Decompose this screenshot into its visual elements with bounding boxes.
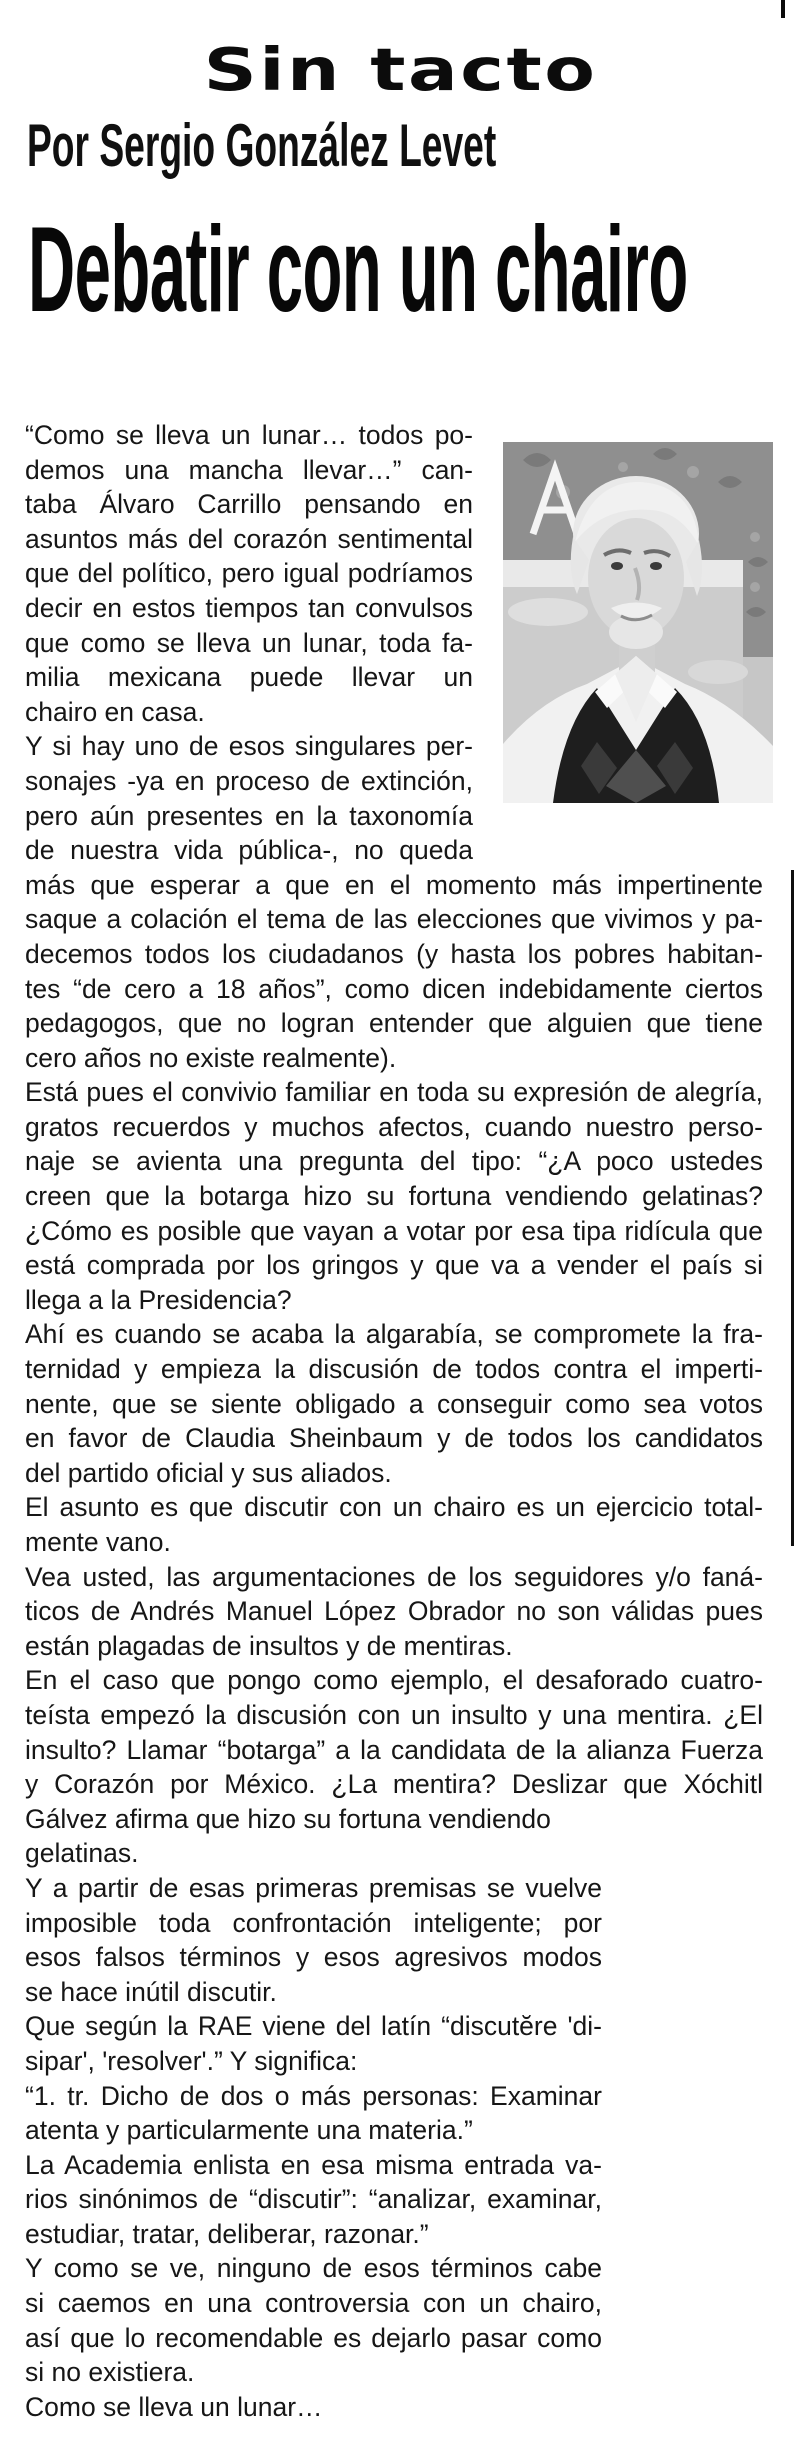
article-line-45: esos falsos términos y esos agresivos modos: [25, 1942, 602, 1973]
kicker-text: Sin tacto: [203, 35, 597, 104]
article-line-13: de nuestra vida pública-, no queda: [25, 835, 473, 866]
article-line-11: sonajes -ya en proceso de extinción,: [25, 765, 473, 796]
article-line-42: gelatinas.: [25, 1838, 139, 1869]
article-line-44: imposible toda confrontación inteligente; por: [25, 1907, 602, 1938]
article-line-4: asuntos más del corazón sentimental: [25, 523, 473, 554]
article-line-17: tes “de cero a 18 años”, como dicen indebidamente ciertos: [25, 973, 763, 1004]
column-rule: [791, 870, 794, 1546]
article-line-34: Vea usted, las argumentaciones de los seguidores y/o faná-: [25, 1561, 763, 1592]
article-line-10: Y si hay uno de esos singulares per-: [25, 731, 473, 762]
article-line-33: mente vano.: [25, 1527, 171, 1557]
article-line-7: que como se lleva un lunar, toda fa-: [25, 627, 473, 658]
headline-text: Debatir con un chairo: [28, 201, 688, 337]
article-line-49: “1. tr. Dicho de dos o más personas: Examinar: [25, 2080, 602, 2111]
article-line-57: si no existiera.: [25, 2357, 195, 2388]
article-line-2: demos una mancha llevar…” can-: [25, 454, 473, 485]
article-line-20: Está pues el convivio familiar en toda su expresión de alegría,: [25, 1077, 763, 1108]
article-line-52: rios sinónimos de “discutir”: “analizar, examinar,: [25, 2184, 602, 2215]
article-line-54: Y como se ve, ninguno de esos términos cabe: [25, 2253, 602, 2284]
article-line-50: atenta y particularmente una materia.”: [25, 2115, 473, 2146]
article-line-22: naje se avienta una pregunta del tipo: “¿A poco ustedes: [25, 1146, 763, 1177]
columnist-photo: [503, 442, 773, 803]
byline: [27, 112, 784, 179]
article-line-46: se hace inútil discutir.: [25, 1976, 277, 2007]
article-line-12: pero aún presentes en la taxonomía: [25, 800, 473, 831]
article-line-14: más que esperar a que en el momento más impertinente: [25, 869, 763, 900]
article-line-55: si caemos en una controversia con un chairo,: [25, 2288, 602, 2319]
article-line-26: llega a la Presidencia?: [25, 1284, 292, 1315]
article-line-56: así que lo recomendable es dejarlo pasar como: [25, 2322, 602, 2353]
article-line-15: saque a colación el tema de las elecciones que vivimos y pa-: [25, 904, 763, 935]
article-line-31: del partido oficial y sus aliados.: [25, 1457, 392, 1488]
article-headline: [28, 201, 800, 337]
article-line-9: chairo en casa.: [25, 696, 205, 727]
column-kicker: [0, 35, 800, 104]
article-line-43: Y a partir de esas primeras premisas se vuelve: [25, 1872, 602, 1903]
article-line-41: Gálvez afirma que hizo su fortuna vendiendo: [25, 1803, 551, 1834]
article-line-3: taba Álvaro Carrillo pensando en: [25, 489, 473, 520]
article-line-40: y Corazón por México. ¿La mentira? Deslizar que Xóchitl: [25, 1769, 763, 1800]
article-line-25: está comprada por los gringos y que va a vender el país si: [25, 1250, 763, 1281]
article-line-58: Como se lleva un lunar…: [25, 2391, 323, 2422]
article-line-21: gratos recuerdos y muchos afectos, cuando nuestro perso-: [25, 1111, 763, 1142]
article-line-19: cero años no existe realmente).: [25, 1042, 397, 1073]
article-line-28: ternidad y empieza la discusión de todos contra el imperti-: [25, 1354, 763, 1385]
article-line-36: están plagadas de insultos y de mentiras.: [25, 1630, 513, 1661]
article-line-48: sipar', 'resolver'.” Y significa:: [25, 2045, 358, 2076]
article-line-53: estudiar, tratar, deliberar, razonar.”: [25, 2218, 429, 2249]
article-line-51: La Academia enlista en esa misma entrada va-: [25, 2149, 602, 2180]
article-line-38: teísta empezó la discusión con un insulto y una mentira. ¿El: [25, 1699, 763, 1730]
crop-tick-mark: [781, 0, 785, 18]
article-line-8: milia mexicana puede llevar un: [25, 662, 473, 693]
article-line-6: decir en estos tiempos tan convulsos: [25, 592, 473, 623]
article-line-1: “Como se lleva un lunar… todos po-: [25, 420, 473, 450]
article-line-30: en favor de Claudia Sheinbaum y de todos los candidatos: [25, 1423, 763, 1454]
article-line-35: ticos de Andrés Manuel López Obrador no son válidas pues: [25, 1596, 763, 1627]
article-line-37: En el caso que pongo como ejemplo, el desaforado cuatro-: [25, 1665, 763, 1696]
article-line-5: que del político, pero igual podríamos: [25, 558, 473, 589]
byline-text: Por Sergio González Levet: [27, 112, 497, 179]
article-line-32: El asunto es que discutir con un chairo es un ejercicio total-: [25, 1492, 763, 1523]
article-line-16: decemos todos los ciudadanos (y hasta los pobres habitan-: [25, 938, 763, 969]
article-line-27: Ahí es cuando se acaba la algarabía, se compromete la fra-: [25, 1319, 763, 1350]
article-line-29: nente, que se siente obligado a conseguir como sea votos: [25, 1388, 763, 1419]
article-line-39: insulto? Llamar “botarga” a la candidata de la alianza Fuerza: [25, 1734, 763, 1765]
article-line-23: creen que la botarga hizo su fortuna vendiendo gelatinas?: [25, 1181, 763, 1212]
article-line-24: ¿Cómo es posible que vayan a votar por esa tipa ridícula que: [25, 1215, 763, 1246]
article-line-47: Que según la RAE viene del latín “discutĕre 'di-: [25, 2011, 602, 2042]
article-line-18: pedagogos, que no logran entender que alguien que tiene: [25, 1008, 763, 1039]
